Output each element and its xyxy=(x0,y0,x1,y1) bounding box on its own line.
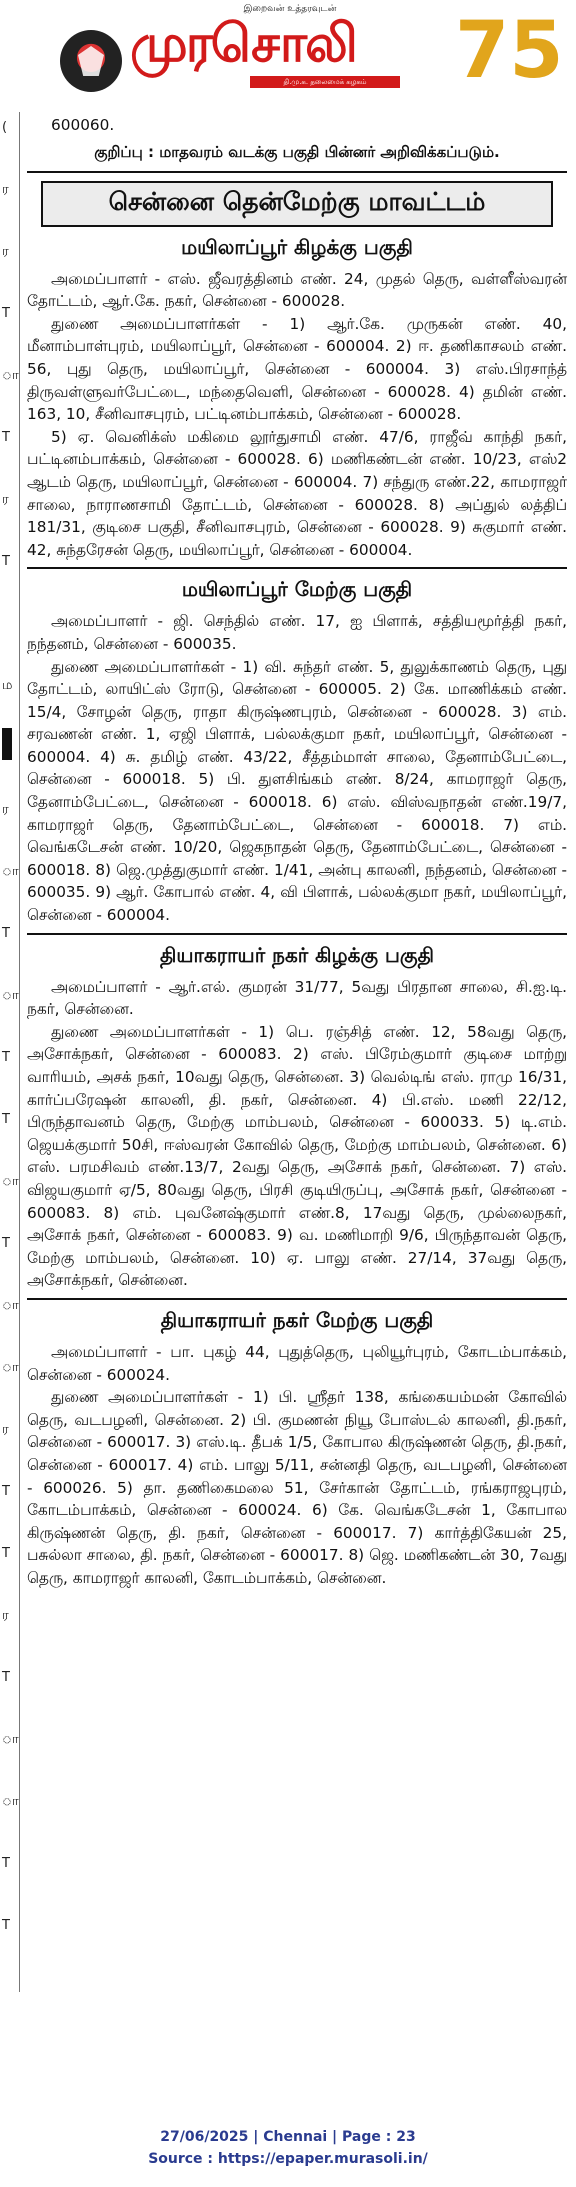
section-paragraph: துணை அமைப்பாளர்கள் - 1) வி. சுந்தர் எண். 5, துலுக்காணம் தெரு, புது தோட்டம், லாயிட்ஸ் ரோடு, சென்னை - 600005. 2) கே. மாணிக்கம் எண். 15/4, சோழன் தெரு, ராதா கிருஷ்ணபுரம், சென்னை - 600028. 3) எம். சரவணன் எண். 1, ஏஜி பிளாக், பல்லக்குமா நகர், மயிலாப்பூர், சென்னை - 600004. 4) சு. தமிழ் எண். 43/22, சீத்தம்மாள் சாலை, தேனாம்பேட்டை, சென்னை - 600018. 5) பி. துளசிங்கம் எண். 8/24, காமராஜர் தெரு, தேனாம்பேட்டை, சென்னை - 600018. 6) எஸ். விஸ்வநாதன் எண்.19/7, காமராஜர் தெரு, தேனாம்பேட்டை, சென்னை - 600018. 7) எம். வெங்கடேசன் எண். 10/20, ஜெகநாதன் தெரு, தேனாம்பேட்டை, சென்னை - 600018. 8) ஜெ.முத்துகுமார் எண். 1/41, அன்பு காலனி, நந்தனம், சென்னை - 600035. 9) ஆர். கோபால் எண். 4, வி பிளாக், பல்லக்குமா நகர், மயிலாப்பூர், சென்னை - 600004. xyxy=(27,657,567,925)
adjacent-column-fragment: ா xyxy=(2,988,19,1003)
adjacent-column-fragment: ா xyxy=(2,1174,19,1189)
section-title: தியாகராயர் நகர் கிழக்கு பகுதி xyxy=(160,942,434,967)
anniversary-75-logo xyxy=(455,6,564,98)
section-title: மயிலாப்பூர் கிழக்கு பகுதி xyxy=(181,234,413,259)
adjacent-column-fragment: ர xyxy=(2,492,9,507)
column-divider xyxy=(19,112,20,1992)
adjacent-column-fragment: ம xyxy=(2,678,13,693)
section-mylapore-west xyxy=(27,577,567,926)
adjacent-column-fragment: ( xyxy=(2,120,8,135)
adjacent-column-fragment: T xyxy=(2,1856,10,1871)
intro-line: 600060. xyxy=(51,116,115,134)
section-paragraph: துணை அமைப்பாளர்கள் - 1) பி. ஸ்ரீதர் 138, கங்கையம்மன் கோவில் தெரு, வடபழனி, சென்னை. 2) பி. குமணன் நியூ போஸ்டல் காலனி, தி.நகர், சென்னை - 600017. 3) எஸ்.டி. தீபக் 1/5, கோபால கிருஷ்ணன் தெரு, தி.நகர், சென்னை - 600017. 4) எம். பாலு 5/11, சன்னதி தெரு, வடபழனி, சென்னை - 600026. 5) தா. தணிகைமலை 51, சேர்கான் தோட்டம், ரங்கராஜபுரம், கோடம்பாக்கம், சென்னை - 600024. 6) கே. வெங்கடேசன் 1, கோபால கிருஷ்ணன் தெரு, தி. நகர், சென்னை - 600017. 7) கார்த்திகேயன் 25, பசுல்லா சாலை, தி. நகர், சென்னை - 600017. 8) ஜெ. மணிகண்டன் 30, 7வது தெரு, காமராஜர் காலனி, கோடம்பாக்கம், சென்னை. xyxy=(27,1388,567,1587)
masthead-tagline: இறைவன் உத்தரவுடன் xyxy=(243,4,337,14)
section-paragraph: துணை அமைப்பாளர்கள் - 1) ஆர்.கே. முருகன் எண். 40, மீனாம்பாள்புரம், மயிலாப்பூர், சென்னை - 600004. 2) ஈ. தணிகாசலம் எண். 56, புது தெரு, மயிலாப்பூர், சென்னை - 600004. 3) எஸ்.பிரசாந்த் திருவள்ளுவர்பேட்டை, மந்தைவெளி, சென்னை - 600028. 4) தமின் எண். 163, 10, சீனிவாசபுரம், பட்டினம்பாக்கம், சென்னை - 600028. xyxy=(27,314,567,424)
divider-line xyxy=(27,567,567,569)
section-paragraph: துணை அமைப்பாளர்கள் - 1) பெ. ரஞ்சித் எண். 12, 58வது தெரு, அசோக்நகர், சென்னை - 600083. 2) எஸ். பிரேம்குமார் குடிசை மாற்று வாரியம், அசக் நகர், 10வது தெரு, சென்னை. 3) வெல்டிங் எஸ். ராமு 16/31, கார்ப்பரேஷன் காலனி, தி. நகர், சென்னை. 4) பி.எஸ். மணி 22/12, பிருந்தாவனம் தெரு, மேற்கு மாம்பலம், சென்னை - 600033. 5) டி.எம். ஜெயக்குமார் 50சி, ஈஸ்வரன் கோவில் தெரு, மேற்கு மாம்பலம், சென்னை. 6) எஸ். பரமசிவம் எண்.13/7, 2வது தெரு, அசோக் நகர், சென்னை. 7) எஸ். விஜயகுமார் ஏ/5, 80வது தெரு, பிரசி குடியிருப்பு, அசோக் நகர், சென்னை - 600083. 8) எம். புவனேஷ்குமார் எண்.8, 17வது தெரு, முல்லைநகர், அசோக் நகர், சென்னை - 600083. 9) வ. மணிமாறி 9/6, பிருந்தாவன் தெரு, மேற்கு மாம்பலம், சென்னை. 10) ஏ. பாலு எண். 27/14, 37வது தெரு, அசோக்நகர், சென்னை. xyxy=(27,1022,567,1290)
footer-source-link[interactable]: Source : https://epaper.murasoli.in/ xyxy=(148,2151,428,2167)
divider-line xyxy=(27,171,567,173)
adjacent-column-fragment: ா xyxy=(2,1732,19,1747)
section-paragraph: அமைப்பாளர் - பா. புகழ் 44, புதுத்தெரு, புலியூர்புரம், கோடம்பாக்கம், சென்னை - 600024. xyxy=(27,1342,567,1384)
adjacent-column-fragment: ர xyxy=(2,802,9,817)
adjacent-column-fragment: T xyxy=(2,1670,10,1685)
adjacent-column-fragment: T xyxy=(2,1484,10,1499)
adjacent-column-fragment: T xyxy=(2,1050,10,1065)
article-column xyxy=(27,114,567,1589)
divider-line xyxy=(27,1298,567,1300)
adjacent-column-fragment: T xyxy=(2,1112,10,1127)
divider-line xyxy=(27,933,567,935)
section-paragraph: அமைப்பாளர் - எஸ். ஜீவரத்தினம் எண். 24, முதல் தெரு, வள்ளீஸ்வரன் தோட்டம், ஆர்.கே. நகர், சென்னை - 600028. xyxy=(27,269,567,311)
section-paragraph: 5) ஏ. வெனிக்ஸ் மகிமை லூர்துசாமி எண். 47/6, ராஜீவ் காந்தி நகர், பட்டினம்பாக்கம், சென்னை - 600028. 6) மணிகண்டன் எண். 10/23, எஸ்2 ஆடம் தெரு, மயிலாப்பூர், சென்னை - 600004. 7) சந்துரு எண்.22, காமராஜர் சாலை, நாராணசாமி தோட்டம், சென்னை - 600028. 8) அப்துல் லத்திப் 181/31, குடிசை பகுதி, சீனிவாசபுரம், சென்னை - 600028. 9) சுகுமார் எண். 42, சுந்தரேசன் தெரு, மயிலாப்பூர், சென்னை - 600004. xyxy=(27,427,567,559)
adjacent-column-fragment: T xyxy=(2,926,10,941)
adjacent-column-fragment: ா xyxy=(2,1360,19,1375)
section-title: தியாகராயர் நகர் மேற்கு பகுதி xyxy=(160,1307,434,1332)
adjacent-column-fragment: ா xyxy=(2,368,19,383)
note-text: மாதவரம் வடக்கு பகுதி பின்னர் அறிவிக்கப்படும். xyxy=(159,142,500,161)
section-tnagar-east xyxy=(27,943,567,1292)
adjacent-column-fragment: T xyxy=(2,1918,10,1933)
masthead-subline: தி.மு.க. தலைமைக் கழகம் xyxy=(250,76,400,88)
page-footer xyxy=(0,2126,576,2170)
newspaper-logo: முரசொலி xyxy=(130,14,356,74)
section-tnagar-west xyxy=(27,1308,567,1590)
adjacent-column-fragment: ா xyxy=(2,1298,19,1313)
party-emblem-icon xyxy=(60,30,122,92)
adjacent-column-fragment: T xyxy=(2,554,10,569)
masthead xyxy=(0,0,576,112)
adjacent-column-fragment: ர xyxy=(2,182,9,197)
column-marker-bar xyxy=(2,728,12,760)
section-paragraph: அமைப்பாளர் - ஆர்.எல். குமரன் 31/77, 5வது பிரதான சாலை, சி.ஐ.டி. நகர், சென்னை. xyxy=(27,977,567,1019)
note-label: குறிப்பு : xyxy=(94,142,154,161)
adjacent-column-fragment: ா xyxy=(2,864,19,879)
anniversary-number: 75 xyxy=(455,6,564,96)
district-banner: சென்னை தென்மேற்கு மாவட்டம் xyxy=(41,181,553,227)
adjacent-column-fragment: T xyxy=(2,306,10,321)
note-line xyxy=(27,143,567,163)
adjacent-column-fragment: T xyxy=(2,1546,10,1561)
section-title: மயிலாப்பூர் மேற்கு பகுதி xyxy=(181,577,413,602)
adjacent-column-fragment: T xyxy=(2,430,10,445)
adjacent-column-fragment: T xyxy=(2,1236,10,1251)
footer-date-line: 27/06/2025 | Chennai | Page : 23 xyxy=(160,2129,416,2145)
adjacent-column-fragment: ர xyxy=(2,1608,9,1623)
section-mylapore-east xyxy=(27,235,567,562)
adjacent-column-fragment: ா xyxy=(2,1794,19,1809)
section-paragraph: அமைப்பாளர் - ஜி. செந்தில் எண். 17, ஐ பிளாக், சத்தியமூர்த்தி நகர், நந்தனம், சென்னை - 600035. xyxy=(27,612,567,653)
adjacent-column-edge xyxy=(0,112,19,1972)
adjacent-column-fragment: ர xyxy=(2,1422,9,1437)
adjacent-column-fragment: ர xyxy=(2,244,9,259)
